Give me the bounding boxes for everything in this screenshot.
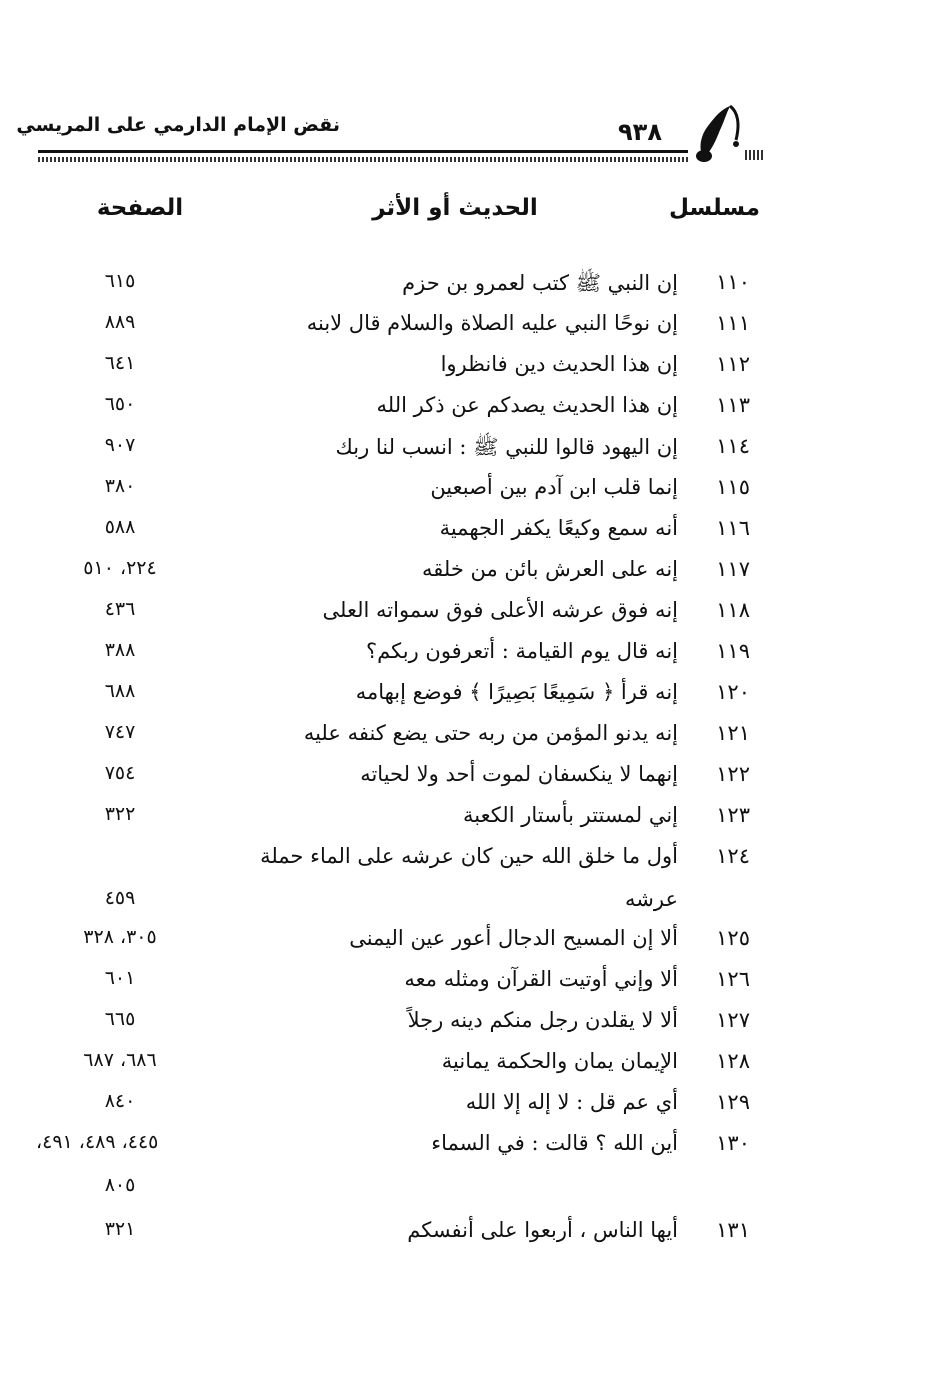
row-hadith-text: أنه سمع وكيعًا يكفر الجهمية: [439, 516, 678, 540]
row-serial: ١١٤: [716, 434, 750, 458]
row-hadith-text: إنهما لا ينكسفان لموت أحد ولا لحياته: [360, 762, 678, 786]
row-serial: ١٢٤: [716, 844, 750, 868]
row-page-ref: ٦٨٦، ٦٨٧: [83, 1049, 157, 1071]
table-row: [0, 393, 937, 429]
row-page-ref: ٨٤٠: [104, 1090, 136, 1112]
row-serial: ١١٣: [716, 393, 750, 417]
table-row: [0, 598, 937, 634]
header-rule: [38, 150, 688, 163]
row-hadith-text: إنه على العرش بائن من خلقه: [421, 557, 678, 581]
page-number: ٩٣٨: [618, 118, 662, 146]
row-serial: ١٢٠: [716, 680, 750, 704]
row-page-ref: ٣٠٥، ٣٢٨: [83, 926, 157, 948]
row-serial: ١٢٣: [716, 803, 750, 827]
row-page-ref: ٣٢١: [104, 1218, 136, 1240]
row-hadith-text: أول ما خلق الله حين كان عرشه على الماء حملة: [260, 844, 678, 868]
table-row: [0, 844, 937, 924]
row-hadith-text: إني لمستتر بأستار الكعبة: [462, 803, 678, 827]
table-row: [0, 680, 937, 716]
row-page-ref: ٩٠٧: [104, 434, 136, 456]
table-row: [0, 311, 937, 347]
row-hadith-text: إنه فوق عرشه الأعلى فوق سمواته العلى: [322, 598, 678, 622]
row-serial: ١٢٢: [716, 762, 750, 786]
row-serial: ١٣١: [716, 1218, 750, 1242]
row-page-ref: ٦٤١: [104, 352, 136, 374]
row-serial: ١١٦: [716, 516, 750, 540]
table-row: [0, 1090, 937, 1126]
table-row: [0, 557, 937, 593]
header-rule-end: [745, 150, 765, 160]
row-page-ref: ٢٢٤، ٥١٠: [83, 557, 157, 579]
quill-emblem-icon: [690, 100, 746, 164]
row-serial: ١٢٧: [716, 1008, 750, 1032]
table-row: [0, 926, 937, 962]
table-row: [0, 967, 937, 1003]
row-hadith-text: إن هذا الحديث يصدكم عن ذكر الله: [376, 393, 678, 417]
row-hadith-text: إنما قلب ابن آدم بين أصبعين: [430, 475, 678, 499]
row-serial: ١١٧: [716, 557, 750, 581]
row-page-ref: ٥٨٨: [104, 516, 136, 538]
row-hadith-text: إنه قرأ ﴿ سَمِيعًا بَصِيرًا ﴾ فوضع إبهامه: [355, 680, 678, 704]
table-row: [0, 1218, 937, 1254]
row-page-ref: ٣٢٢: [104, 803, 136, 825]
column-heading-serial: مسلسل: [669, 195, 760, 221]
row-serial: ١١٢: [716, 352, 750, 376]
row-page-ref: ٧٥٤: [104, 762, 136, 784]
table-row: [0, 270, 937, 306]
row-page-ref: ٤٤٥، ٤٨٩، ٤٩١،: [36, 1131, 159, 1153]
table-row: [0, 762, 937, 798]
column-heading-page: الصفحة: [96, 195, 184, 221]
table-row: [0, 475, 937, 511]
row-serial: ١٢٩: [716, 1090, 750, 1114]
row-serial: ١٢٦: [716, 967, 750, 991]
book-title: نقض الإمام الدارمي على المريسي: [16, 114, 340, 136]
row-hadith-text: ألا لا يقلدن رجل منكم دينه رجلاً: [407, 1008, 678, 1032]
row-hadith-text: أيها الناس ، أربعوا على أنفسكم: [407, 1218, 678, 1242]
row-hadith-text: أين الله ؟ قالت : في السماء: [431, 1131, 678, 1155]
row-serial: ١٢٥: [716, 926, 750, 950]
row-page-ref: ٨٨٩: [104, 311, 136, 333]
row-serial: ١٣٠: [716, 1131, 750, 1155]
row-serial: ١٢١: [716, 721, 750, 745]
row-hadith-text: الإيمان يمان والحكمة يمانية: [441, 1049, 678, 1073]
row-page-ref: ٤٥٩: [104, 887, 136, 909]
column-heading-hadith: الحديث أو الأثر: [372, 195, 538, 221]
row-hadith-text: إن نوحًا النبي عليه الصلاة والسلام قال لابنه: [306, 311, 678, 335]
row-page-ref: ٦٠١: [104, 967, 136, 989]
row-page-ref: ٦٨٨: [104, 680, 136, 702]
row-serial: ١١٠: [716, 270, 750, 294]
row-hadith-text: ألا وإني أوتيت القرآن ومثله معه: [404, 967, 678, 991]
row-serial: ١٢٨: [716, 1049, 750, 1073]
table-row: [0, 639, 937, 675]
table-row: [0, 803, 937, 839]
row-hadith-text: إن اليهود قالوا للنبي ﷺ : انسب لنا ربك: [335, 435, 678, 459]
table-row: [0, 1049, 937, 1085]
table-row: [0, 434, 937, 470]
row-page-ref: ٣٨٨: [104, 639, 136, 661]
row-page-ref-continuation: ٨٠٥: [104, 1174, 136, 1196]
row-hadith-text: ألا إن المسيح الدجال أعور عين اليمنى: [349, 926, 678, 950]
row-hadith-text-continuation: عرشه: [625, 887, 678, 911]
row-serial: ١١٨: [716, 598, 750, 622]
row-hadith-text: إن النبي ﷺ كتب لعمرو بن حزم: [402, 271, 678, 295]
row-page-ref: ٤٣٦: [104, 598, 136, 620]
row-page-ref: ٦٦٥: [104, 1008, 136, 1030]
row-serial: ١١٥: [716, 475, 750, 499]
table-row: [0, 1131, 937, 1211]
table-row: [0, 721, 937, 757]
row-serial: ١١١: [716, 311, 750, 335]
row-page-ref: ٦٥٠: [104, 393, 136, 415]
row-page-ref: ٦١٥: [104, 270, 136, 292]
row-hadith-text: إنه قال يوم القيامة : أتعرفون ربكم؟: [366, 639, 678, 663]
table-row: [0, 352, 937, 388]
row-page-ref: ٧٤٧: [104, 721, 136, 743]
row-hadith-text: إن هذا الحديث دين فانظروا: [440, 352, 678, 376]
row-page-ref: ٣٨٠: [104, 475, 136, 497]
row-hadith-text: أي عم قل : لا إله إلا الله: [465, 1090, 678, 1114]
table-row: [0, 516, 937, 552]
table-row: [0, 1008, 937, 1044]
row-serial: ١١٩: [716, 639, 750, 663]
row-hadith-text: إنه يدنو المؤمن من ربه حتى يضع كنفه عليه: [303, 721, 678, 745]
